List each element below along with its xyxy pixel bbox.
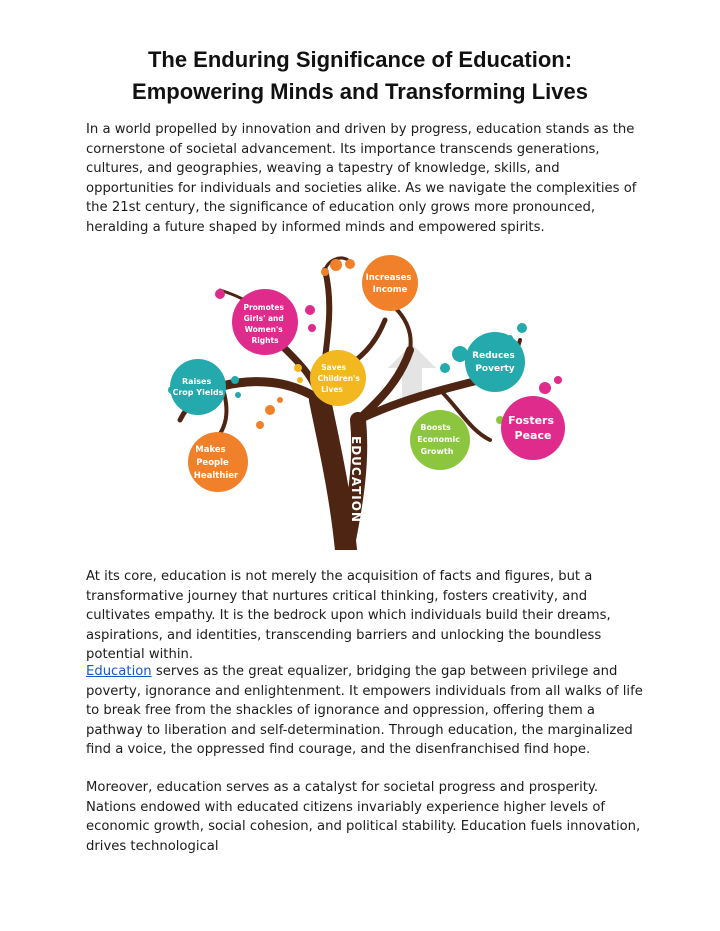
svg-text:Boosts Economic: Boosts Economic Growth [417,423,460,456]
title-line-1: The Enduring Significance of Education: [147,47,573,72]
bubble-saves-childrens-lives [310,350,366,406]
svg-text:Makes People H: Makes People Healthier [193,445,239,481]
education-tree-figure [150,250,570,550]
svg-text:Saves Children's: Saves Children's Lives [317,363,360,394]
catalyst-paragraph: Moreover, education serves as a catalyst for societal progress and prosperity. Nations endowed with educated citizens invariably experience higher levels of economic growth, social cohesion, and political stability. Education fuels innovation, drives technological [86,780,641,854]
bubble-increases-income [362,255,418,311]
intro-paragraph: In a world propelled by innovation and driven by progress, education stands as the cornerstone of societal advancement. Its importance transcends generations, cultures, and geographies, weaving a tapestry of knowledge, skills, and opportunities for individuals and societies alike. As we navigate the complexities of the 21st century, the significance of education only grows more pronounced, heralding a future shaped by informed minds and empowered spirits. [86,122,637,235]
document-title [60,44,660,108]
title-line-2: Empowering Minds and Transforming Lives [132,79,588,104]
education-link[interactable]: Education [86,664,152,679]
svg-text:Fosters Peace: Fosters Peace [508,414,555,442]
equalizer-paragraph-text: serves as the great equalizer, bridging the gap between privilege and poverty, ignorance and enlightenment. It empowers individuals from all walks of life to break free from the shackles of ignorance and oppression, offering them a pathway to liberation and self-determination. Through education, the marginalized find a voice, the oppressed find courage, and the disenfranchised find hope. [86,664,643,758]
core-paragraph: At its core, education is not merely the acquisition of facts and figures, but a transformative journey that nurtures critical thinking, fosters creativity, and cultivates empathy. It is the bedrock upon which individuals build their dreams, aspirations, and identities, transcending barriers and unlocking the boundless potential within. [86,569,611,663]
bubble-fosters-peace [501,396,565,460]
svg-text:Increases Income: Increases Income [365,273,412,295]
bubble-boosts-economic-growth [410,410,470,470]
svg-text:Raises Crop Yields: Raises Crop Yields [172,377,224,397]
svg-text:Reduces Poverty: Reduces Poverty [472,351,515,374]
bubble-raises-crop-yields [170,359,226,415]
equalizer-paragraph [86,662,646,760]
bubble-reduces-poverty [465,332,525,392]
bubble-makes-people-healthier [188,432,248,492]
svg-text:Promotes Girls' and: Promotes Girls' and Women's Rights [243,303,284,345]
trunk-label: EDUCATION [349,436,363,523]
bubble-promotes-girls-womens-rights [232,289,298,355]
